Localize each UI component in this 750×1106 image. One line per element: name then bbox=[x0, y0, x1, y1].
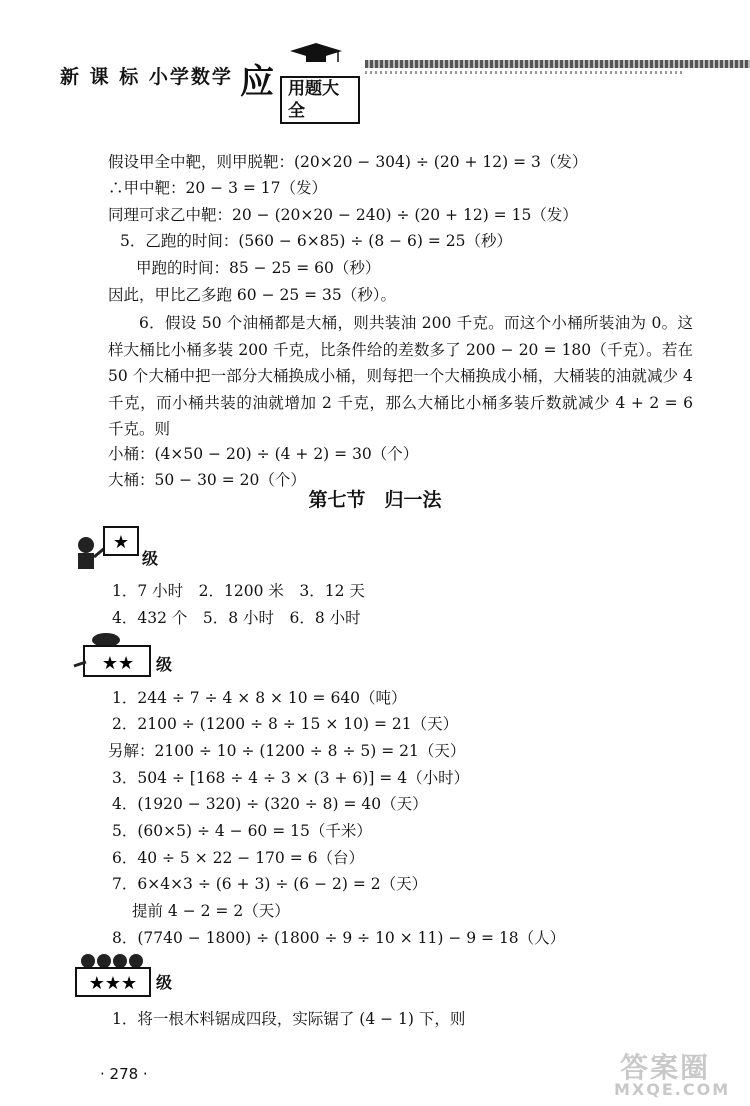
text-line: ∴甲中靶：20 − 3 = 17（发） bbox=[108, 179, 327, 197]
level2-label: 级 bbox=[156, 655, 173, 674]
answer-line: 4．(1920 − 320) ÷ (320 ÷ 8) = 40（天） bbox=[112, 795, 428, 813]
header-rule bbox=[365, 60, 750, 68]
text-line: 同理可求乙中靶：20 − (20×20 − 240) ÷ (20 + 12) = 15（发） bbox=[108, 206, 578, 224]
text-line: 大桶：50 − 30 = 20（个） bbox=[108, 471, 306, 489]
answer-line: 8．(7740 − 1800) ÷ (1800 ÷ 9 ÷ 10 × 11) − 9 = 18（人） bbox=[112, 929, 566, 947]
answer-line: 提前 4 − 2 = 2（天） bbox=[132, 902, 290, 920]
text-line: 假设甲全中靶，则甲脱靶：(20×20 − 304) ÷ (20 + 12) = 3（发） bbox=[108, 153, 588, 171]
student-star-icon bbox=[72, 525, 140, 577]
students-star-icon bbox=[72, 952, 154, 1000]
answer-line: 6．40 ÷ 5 × 22 − 170 = 6（台） bbox=[112, 849, 364, 867]
level3-stars: ★★★ bbox=[88, 973, 138, 994]
page-number: · 278 · bbox=[100, 1065, 148, 1083]
level1-stars: ★ bbox=[112, 532, 130, 553]
answer-line: 5．(60×5) ÷ 4 − 60 = 15（千米） bbox=[112, 822, 372, 840]
answer-line: 4．432 个 5．8 小时 6．8 小时 bbox=[112, 609, 361, 627]
text-line: 甲跑的时间：85 − 25 = 60（秒） bbox=[136, 259, 381, 277]
answer-line: 2．2100 ÷ (1200 ÷ 8 ÷ 15 × 10) = 21（天） bbox=[112, 715, 459, 733]
level1-label: 级 bbox=[142, 549, 159, 568]
student-star-icon bbox=[72, 632, 154, 682]
level2-stars: ★★ bbox=[101, 653, 135, 674]
header-rule-thin bbox=[365, 71, 685, 74]
answer-line: 另解：2100 ÷ 10 ÷ (1200 ÷ 8 ÷ 5) = 21（天） bbox=[108, 742, 466, 760]
title-rest: 用题大全 bbox=[280, 76, 360, 124]
answer-line: 7．6×4×3 ÷ (6 + 3) ÷ (6 − 2) = 2（天） bbox=[112, 875, 428, 893]
answer-line: 1．将一根木料锯成四段，实际锯了 (4 − 1) 下，则 bbox=[112, 1010, 466, 1028]
series-brand: 新 课 标 小学数学 bbox=[60, 66, 233, 88]
watermark bbox=[610, 1046, 750, 1106]
text-line: 5．乙跑的时间：(560 − 6×85) ÷ (8 − 6) = 25（秒） bbox=[120, 232, 513, 250]
watermark-text: 答案圈 bbox=[620, 1051, 711, 1084]
watermark-url: MXQE.COM bbox=[614, 1080, 731, 1099]
answer-line: 3．504 ÷ [168 ÷ 4 ÷ 3 × (3 + 6)] = 4（小时） bbox=[112, 769, 470, 787]
answer-line: 1．7 小时 2．1200 米 3．12 天 bbox=[112, 582, 365, 600]
section-title: 第七节 归一法 bbox=[308, 489, 442, 511]
text-line: 小桶：(4×50 − 20) ÷ (4 + 2) = 30（个） bbox=[108, 445, 419, 463]
title-big-char: 应 bbox=[240, 62, 274, 102]
text-line: 因此，甲比乙多跑 60 − 25 = 35（秒）。 bbox=[108, 286, 397, 304]
graduation-cap-icon bbox=[288, 42, 344, 64]
problem-6-paragraph: 6．假设 50 个油桶都是大桶，则共装油 200 千克。而这个小桶所装油为 0。这样大桶比小桶多装 200 千克，比条件给的差数多了 200 − 20 = 180（千克）。若在 50 个大桶中把一部分大桶换成小桶，则每把一个大桶换成小桶，大桶装的油就减少 4 千克，而小桶共装的油就增加 2 千克，那么大桶比小桶多装斤数就减少 4 + 2 = 6 千克。则 bbox=[108, 314, 693, 438]
level3-label: 级 bbox=[156, 973, 173, 992]
answer-line: 1．244 ÷ 7 ÷ 4 × 8 × 10 = 640（吨） bbox=[112, 689, 407, 707]
book-header bbox=[60, 44, 750, 121]
